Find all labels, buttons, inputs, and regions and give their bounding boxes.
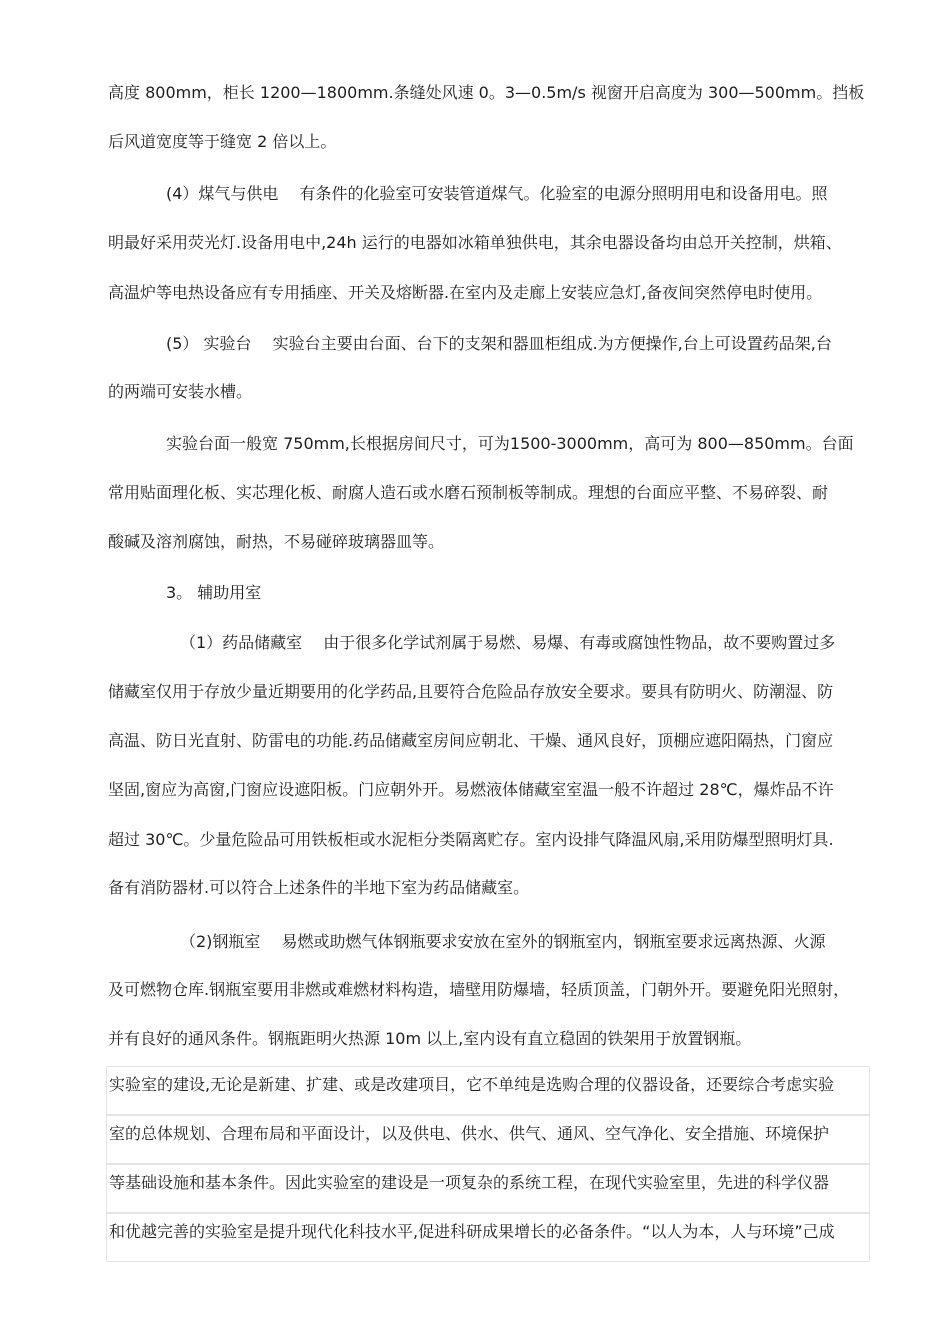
boxed-row — [106, 1213, 870, 1262]
boxed-row — [106, 1066, 870, 1115]
text-line: 并有良好的通风条件。钢瓶距明火热源 10m 以上,室内设有直立稳固的铁架用于放置钢瓶。 — [108, 1029, 752, 1048]
text-line: 备有消防器材.可以符合上述条件的半地下室为药品储藏室。 — [108, 878, 530, 897]
text-line: 实验台面一般宽 750mm,长根据房间尺寸，可为1500-3000mm，高可为 800—850mm。台面 — [166, 434, 854, 453]
boxed-row — [106, 1164, 870, 1213]
text-line: 高度 800mm，柜长 1200—1800mm.条缝处风速 0。3—0.5m/s 视窗开启高度为 300—500mm。挡板 — [108, 83, 865, 102]
text-line: 超过 30℃。少量危险品可用铁板柜或水泥柜分类隔离贮存。室内设排气降温风扇,采用防爆型照明灯具. — [108, 830, 834, 849]
text-line: 高温炉等电热设备应有专用插座、开关及熔断器.在室内及走廊上安装应急灯,备夜间突然停电时使用。 — [108, 283, 823, 302]
boxed-text-line: 实验室的建设,无论是新建、扩建、或是改建项目，它不单纯是选购合理的仪器设备，还要综合考虑实验 — [109, 1075, 835, 1094]
text-line: 高温、防日光直射、防雷电的功能.药品储藏室房间应朝北、干燥、通风良好，顶棚应遮阳隔热，门窗应 — [108, 731, 834, 750]
text-line: 酸碱及溶剂腐蚀，耐热，不易碰碎玻璃器皿等。 — [108, 532, 445, 551]
text-line: (5） 实验台 实验台主要由台面、台下的支架和器皿柜组成.为方便操作,台上可设置药品架,台 — [166, 334, 832, 353]
boxed-text-line: 室的总体规划、合理布局和平面设计，以及供电、供水、供气、通风、空气净化、安全措施、环境保护 — [109, 1124, 830, 1143]
text-line: (4）煤气与供电 有条件的化验室可安装管道煤气。化验室的电源分照明用电和设备用电。照 — [166, 184, 828, 203]
text-line: 的两端可安装水槽。 — [108, 382, 253, 401]
boxed-text-line: 等基础设施和基本条件。因此实验室的建设是一项复杂的系统工程，在现代实验室里，先进的科学仪器 — [109, 1173, 830, 1192]
text-line: 坚固,窗应为高窗,门窗应设遮阳板。门应朝外开。易燃液体储藏室室温一般不许超过 28℃，爆炸品不许 — [108, 780, 834, 799]
text-line: 后风道宽度等于缝宽 2 倍以上。 — [108, 132, 337, 151]
section-heading: 3。 辅助用室 — [166, 583, 262, 602]
text-line: （1）药品储藏室 由于很多化学试剂属于易燃、易爆、有毒或腐蚀性物品，故不要购置过多 — [180, 633, 836, 652]
boxed-row — [106, 1115, 870, 1164]
text-line: （2)钢瓶室 易燃或助燃气体钢瓶要求安放在室外的钢瓶室内，钢瓶室要求远离热源、火源 — [180, 932, 826, 951]
text-line: 明最好采用荧光灯.设备用电中,24h 运行的电器如冰箱单独供电，其余电器设备均由总开关控制，烘箱、 — [108, 233, 842, 252]
text-line: 及可燃物仓库.钢瓶室要用非燃或难燃材料构造，墙壁用防爆墙，轻质顶盖，门朝外开。要避免阳光照射， — [108, 980, 850, 999]
text-line: 常用贴面理化板、实芯理化板、耐腐人造石或水磨石预制板等制成。理想的台面应平整、不易碎裂、耐 — [108, 483, 829, 502]
boxed-text-line: 和优越完善的实验室是提升现代化科技水平,促进科研成果增长的必备条件。“以人为本，人与环境”己成 — [109, 1222, 835, 1241]
text-line: 储藏室仅用于存放少量近期要用的化学药品,且要符合危险品存放安全要求。要具有防明火、防潮湿、防 — [108, 682, 834, 701]
